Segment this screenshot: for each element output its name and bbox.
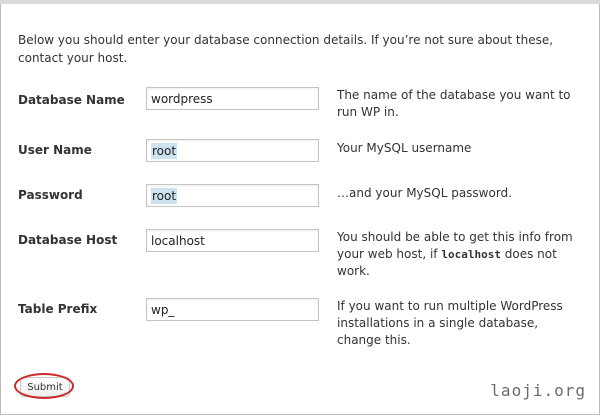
- password-input[interactable]: [146, 184, 319, 207]
- top-divider: [0, 0, 600, 4]
- watermark: laoji.org: [490, 381, 586, 400]
- user-name-input[interactable]: [146, 139, 319, 162]
- database-name-input[interactable]: [146, 87, 319, 110]
- database-host-description-end: does not work.: [337, 247, 557, 278]
- table-prefix-input[interactable]: [146, 298, 319, 321]
- database-host-description-start: You should be able to get this info from your web host, if: [337, 230, 573, 261]
- label-table-prefix: Table Prefix: [18, 302, 98, 316]
- user-name-value: root: [152, 143, 177, 158]
- label-user-name: User Name: [18, 143, 92, 157]
- table-prefix-description: If you want to run multiple WordPress installations in a single database, change this.: [337, 299, 563, 347]
- label-database-name: Database Name: [18, 93, 125, 107]
- submit-button[interactable]: Submit: [20, 377, 70, 397]
- user-name-description: Your MySQL username: [337, 141, 472, 155]
- database-host-input[interactable]: [146, 229, 319, 252]
- label-database-host: Database Host: [18, 233, 118, 247]
- database-name-value: wordpress: [151, 91, 213, 106]
- password-description: …and your MySQL password.: [337, 186, 512, 200]
- label-password: Password: [18, 188, 83, 202]
- localhost-code: localhost: [441, 248, 501, 261]
- database-host-description: [337, 229, 577, 280]
- database-name-description: The name of the database you want to run WP in.: [337, 88, 571, 119]
- intro-text: Below you should enter your database connection details. If you’re not sure about these, contact your host.: [18, 33, 554, 65]
- password-value: root: [152, 188, 177, 203]
- table-prefix-value: wp_: [151, 302, 175, 317]
- database-host-value: localhost: [151, 233, 205, 248]
